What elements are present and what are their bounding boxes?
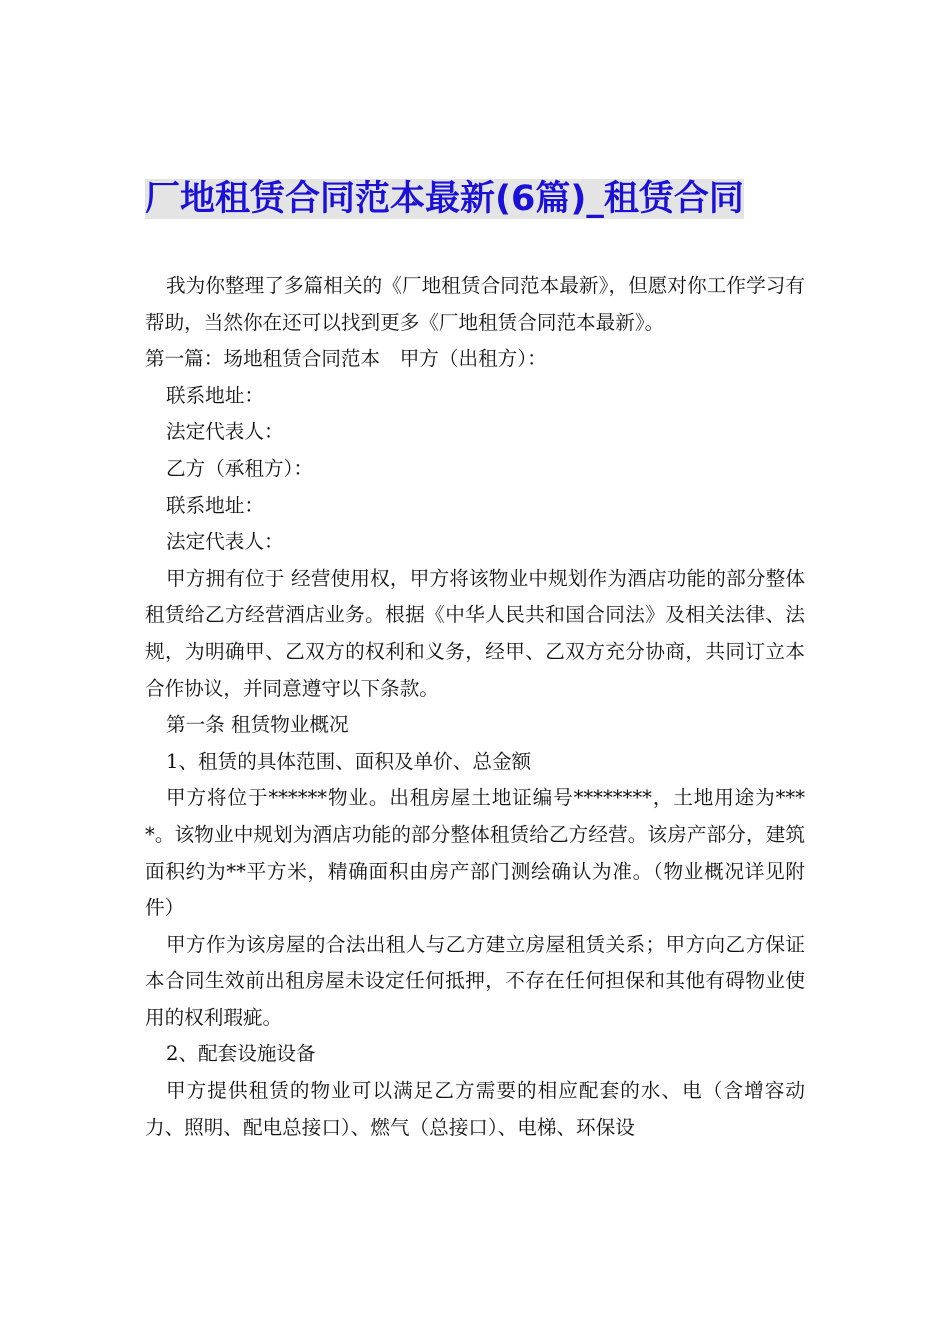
document-title bbox=[145, 176, 805, 222]
party-a-representative-label: 法定代表人： bbox=[166, 420, 284, 444]
party-b-address-label: 联系地址： bbox=[166, 493, 264, 517]
party-a-address-label: 联系地址： bbox=[166, 383, 264, 407]
clause-paragraph: 甲方将位于******物业。出租房屋土地证编号********，土地用途为****。该物业中规划为酒店功能的部分整体租赁给乙方经营。该房产部分，建筑面积约为**平方米，精确面积由房产部门测绘确认为准。（物业概况详见附件） bbox=[145, 786, 805, 920]
guarantee-paragraph: 甲方作为该房屋的合法出租人与乙方建立房屋租赁关系；甲方向乙方保证本合同生效前出租房屋未设定任何抵押，不存在任何担保和其他有碍物业使用的权利瑕疵。 bbox=[145, 932, 805, 1029]
facilities-paragraph: 甲方提供租赁的物业可以满足乙方需要的相应配套的水、电（含增容动力、照明、配电总接口）、燃气（总接口）、电梯、环保设 bbox=[145, 1079, 805, 1139]
party-b-representative-label: 法定代表人： bbox=[166, 530, 284, 554]
article-heading: 第一条 租赁物业概况 bbox=[166, 713, 349, 737]
clause-heading: 1、租赁的具体范围、面积及单价、总金额 bbox=[166, 749, 532, 773]
title-text: 厂地租赁合同范本最新(6篇)_租赁合同 bbox=[145, 179, 744, 219]
section-heading: 第一篇：场地租赁合同范本 甲方（出租方）： bbox=[145, 347, 547, 371]
preamble-paragraph: 甲方拥有位于 经营使用权，甲方将该物业中规划作为酒店功能的部分整体租赁给乙方经营酒店业务。根据《中华人民共和国合同法》及相关法律、法规，为明确甲、乙双方的权利和义务，经甲、乙双方充分协商，共同订立本合作协议，并同意遵守以下条款。 bbox=[145, 566, 805, 700]
clause-heading: 2、配套设施设备 bbox=[166, 1042, 316, 1066]
intro-paragraph: 我为你整理了多篇相关的《厂地租赁合同范本最新》，但愿对你工作学习有帮助，当然你在还可以找到更多《厂地租赁合同范本最新》。 bbox=[145, 274, 805, 334]
party-b-label: 乙方（承租方）： bbox=[166, 456, 313, 480]
document-body bbox=[145, 268, 805, 1146]
